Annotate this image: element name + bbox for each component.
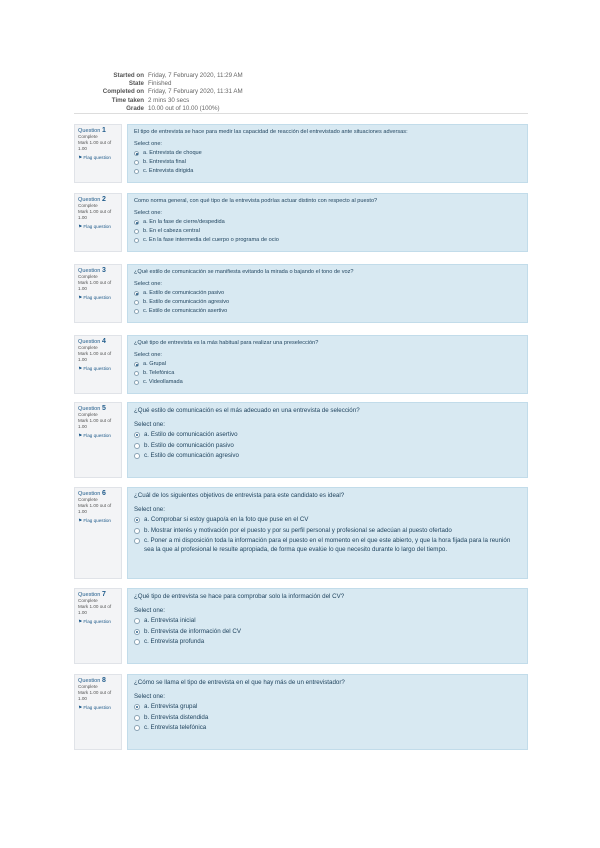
question-text: ¿Qué estilo de comunicación es el más adecuado en una entrevista de selección? bbox=[134, 407, 360, 414]
answer-option[interactable]: a. Estilo de comunicación asertivo bbox=[134, 431, 521, 440]
summary-label: Completed on bbox=[102, 88, 144, 96]
answer-option[interactable]: b. Entrevista distendida bbox=[134, 714, 521, 723]
question-mark: Mark 1.00 out of 1.00 bbox=[78, 604, 112, 615]
question-4 bbox=[74, 335, 528, 394]
radio-button[interactable] bbox=[134, 151, 139, 156]
radio-button[interactable] bbox=[134, 238, 139, 243]
radio-button[interactable] bbox=[134, 380, 139, 385]
answer-option[interactable]: a. Entrevista de choque bbox=[134, 150, 521, 157]
radio-button[interactable] bbox=[134, 432, 140, 438]
radio-button[interactable] bbox=[134, 453, 140, 459]
question-3 bbox=[74, 264, 528, 323]
answer-option[interactable]: b. Mostrar interés y motivación por el puesto y por su perfil personal y profesional se adecúan al puesto ofertado bbox=[134, 527, 521, 536]
answer-option[interactable]: a. Entrevista inicial bbox=[134, 617, 521, 626]
question-info bbox=[74, 124, 122, 183]
question-content bbox=[127, 264, 528, 323]
radio-button[interactable] bbox=[134, 300, 139, 305]
radio-button[interactable] bbox=[134, 169, 139, 174]
summary-row bbox=[74, 105, 528, 113]
answer-option[interactable]: c. Poner a mi disposición toda la información para el puesto en el momento en el que este abierto, y que la hora fijada para la reunión sea la que al profesional le resulte apropiada, de forma que evalúe lo que necesito durante lo largo del tiempo. bbox=[134, 537, 521, 554]
question-mark: Mark 1.00 out of 1.00 bbox=[78, 690, 112, 701]
summary-value: 10.00 out of 10.00 (100%) bbox=[148, 104, 220, 112]
question-mark: Mark 1.00 out of 1.00 bbox=[78, 280, 112, 291]
question-content bbox=[127, 193, 528, 252]
select-one-label: Select one: bbox=[134, 692, 165, 700]
question-text: ¿Qué tipo de entrevista se hace para comprobar solo la información del CV? bbox=[134, 593, 345, 600]
select-one-label: Select one: bbox=[134, 281, 162, 287]
radio-button[interactable] bbox=[134, 362, 139, 367]
answer-option[interactable]: b. En el cabeza central bbox=[134, 228, 521, 235]
question-mark: Mark 1.00 out of 1.00 bbox=[78, 351, 112, 362]
question-status: Complete bbox=[78, 203, 98, 208]
question-number: Question 6 bbox=[78, 490, 106, 497]
summary-row bbox=[74, 88, 528, 96]
summary-label: Started on bbox=[113, 72, 144, 79]
summary-label: State bbox=[128, 80, 144, 88]
flag-question-button[interactable]: ⚑ Flag question bbox=[78, 433, 111, 438]
flag-question-button[interactable]: ⚑ Flag question bbox=[78, 619, 111, 624]
summary-value: 2 mins 30 secs bbox=[148, 96, 190, 104]
question-number: Question 2 bbox=[78, 196, 106, 203]
question-content bbox=[127, 402, 528, 478]
question-text: ¿Qué estilo de comunicación se manifiesta evitando la mirada o bajando el tono de voz? bbox=[134, 269, 354, 275]
question-info bbox=[74, 674, 122, 750]
question-number: Question 3 bbox=[78, 267, 106, 274]
question-text: ¿Qué tipo de entrevista es la más habitual para realizar una preselección? bbox=[134, 340, 319, 346]
radio-button[interactable] bbox=[134, 517, 140, 523]
radio-button[interactable] bbox=[134, 371, 139, 376]
flag-question-button[interactable]: ⚑ Flag question bbox=[78, 155, 111, 160]
question-content bbox=[127, 674, 528, 750]
radio-button[interactable] bbox=[134, 160, 139, 165]
question-text: ¿Cuál de los siguientes objetivos de entrevista para este candidato es ideal? bbox=[134, 492, 345, 499]
radio-button[interactable] bbox=[134, 229, 139, 234]
answer-option[interactable]: b. Estilo de comunicación agresivo bbox=[134, 299, 521, 306]
question-info bbox=[74, 402, 122, 478]
summary-label: Grade bbox=[126, 104, 144, 112]
answer-option[interactable]: a. En la fase de cierre/despedida bbox=[134, 219, 521, 226]
radio-button[interactable] bbox=[134, 618, 140, 624]
question-7 bbox=[74, 588, 528, 664]
summary-row bbox=[74, 80, 528, 88]
answer-option[interactable]: a. Entrevista grupal bbox=[134, 703, 521, 712]
answer-option[interactable]: c. Entrevista dirigida bbox=[134, 168, 521, 175]
radio-button[interactable] bbox=[134, 639, 140, 645]
radio-button[interactable] bbox=[134, 443, 140, 449]
question-status: Complete bbox=[78, 274, 98, 279]
radio-button[interactable] bbox=[134, 309, 139, 314]
summary-value: Friday, 7 February 2020, 11:29 AM bbox=[148, 72, 243, 79]
question-info bbox=[74, 588, 122, 664]
select-one-label: Select one: bbox=[134, 606, 165, 614]
question-mark: Mark 1.00 out of 1.00 bbox=[78, 209, 112, 220]
radio-button[interactable] bbox=[134, 715, 140, 721]
question-status: Complete bbox=[78, 134, 98, 139]
question-8 bbox=[74, 674, 528, 750]
select-one-label: Select one: bbox=[134, 420, 165, 428]
select-one-label: Select one: bbox=[134, 505, 165, 513]
question-number: Question 4 bbox=[78, 338, 106, 345]
question-6 bbox=[74, 487, 528, 579]
question-status: Complete bbox=[78, 598, 98, 603]
question-1 bbox=[74, 124, 528, 183]
flag-question-button[interactable]: ⚑ Flag question bbox=[78, 224, 111, 229]
question-text: Como norma general, con qué tipo de la entrevista podrías actuar distinto con respecto al puesto? bbox=[134, 198, 378, 204]
answer-option[interactable]: c. En la fase intermedia del cuerpo o programa de ocio bbox=[134, 237, 521, 244]
answer-option[interactable]: b. Entrevista de información del CV bbox=[134, 628, 521, 637]
question-status: Complete bbox=[78, 345, 98, 350]
question-status: Complete bbox=[78, 412, 98, 417]
quiz-review-page bbox=[74, 72, 528, 114]
flag-question-button[interactable]: ⚑ Flag question bbox=[78, 705, 111, 710]
radio-button[interactable] bbox=[134, 538, 140, 544]
summary-label: Time taken bbox=[111, 96, 144, 104]
question-number: Question 7 bbox=[78, 591, 106, 598]
radio-button[interactable] bbox=[134, 629, 140, 635]
question-status: Complete bbox=[78, 684, 98, 689]
question-number: Question 5 bbox=[78, 405, 106, 412]
flag-question-button[interactable]: ⚑ Flag question bbox=[78, 366, 111, 371]
question-mark: Mark 1.00 out of 1.00 bbox=[78, 418, 112, 429]
question-number: Question 1 bbox=[78, 127, 106, 134]
answer-option[interactable]: b. Telefónica bbox=[134, 370, 521, 377]
question-info bbox=[74, 335, 122, 394]
radio-button[interactable] bbox=[134, 291, 139, 296]
summary-row bbox=[74, 72, 528, 80]
question-5 bbox=[74, 402, 528, 478]
summary-value: Friday, 7 February 2020, 11:31 AM bbox=[148, 88, 243, 96]
radio-button[interactable] bbox=[134, 725, 140, 731]
radio-button[interactable] bbox=[134, 528, 140, 534]
answer-option[interactable]: b. Entrevista final bbox=[134, 159, 521, 166]
summary-value: Finished bbox=[148, 80, 172, 88]
answer-option[interactable]: c. Estilo de comunicación agresivo bbox=[134, 452, 521, 461]
answer-option[interactable]: c. Entrevista profunda bbox=[134, 638, 521, 647]
answer-option[interactable]: a. Comprobar si estoy guapo/a en la foto que puse en el CV bbox=[134, 516, 521, 525]
select-one-label: Select one: bbox=[134, 210, 162, 216]
answer-option[interactable]: c. Entrevista telefónica bbox=[134, 724, 521, 733]
answer-option[interactable]: c. Estilo de comunicación asertivo bbox=[134, 308, 521, 315]
question-mark: Mark 1.00 out of 1.00 bbox=[78, 140, 112, 151]
question-mark: Mark 1.00 out of 1.00 bbox=[78, 503, 112, 514]
flag-question-button[interactable]: ⚑ Flag question bbox=[78, 295, 111, 300]
answer-option[interactable]: a. Estilo de comunicación pasivo bbox=[134, 290, 521, 297]
answer-option[interactable]: c. Videollamada bbox=[134, 379, 521, 386]
select-one-label: Select one: bbox=[134, 352, 162, 358]
attempt-summary bbox=[74, 72, 528, 114]
question-number: Question 8 bbox=[78, 677, 106, 684]
question-info bbox=[74, 264, 122, 323]
answer-option[interactable]: b. Estilo de comunicación pasivo bbox=[134, 442, 521, 451]
question-status: Complete bbox=[78, 497, 98, 502]
question-info bbox=[74, 487, 122, 579]
question-content bbox=[127, 335, 528, 394]
summary-row bbox=[74, 97, 528, 105]
radio-button[interactable] bbox=[134, 220, 139, 225]
answer-option[interactable]: a. Grupal bbox=[134, 361, 521, 368]
flag-question-button[interactable]: ⚑ Flag question bbox=[78, 518, 111, 523]
question-content bbox=[127, 487, 528, 579]
radio-button[interactable] bbox=[134, 704, 140, 710]
question-content bbox=[127, 124, 528, 183]
question-2 bbox=[74, 193, 528, 252]
question-content bbox=[127, 588, 528, 664]
question-info bbox=[74, 193, 122, 252]
question-text: El tipo de entrevista se hace para medir las capacidad de reacción del entrevistado ante situaciones adversas: bbox=[134, 129, 408, 135]
select-one-label: Select one: bbox=[134, 141, 162, 147]
question-text: ¿Cómo se llama el tipo de entrevista en el que hay más de un entrevistador? bbox=[134, 679, 345, 686]
